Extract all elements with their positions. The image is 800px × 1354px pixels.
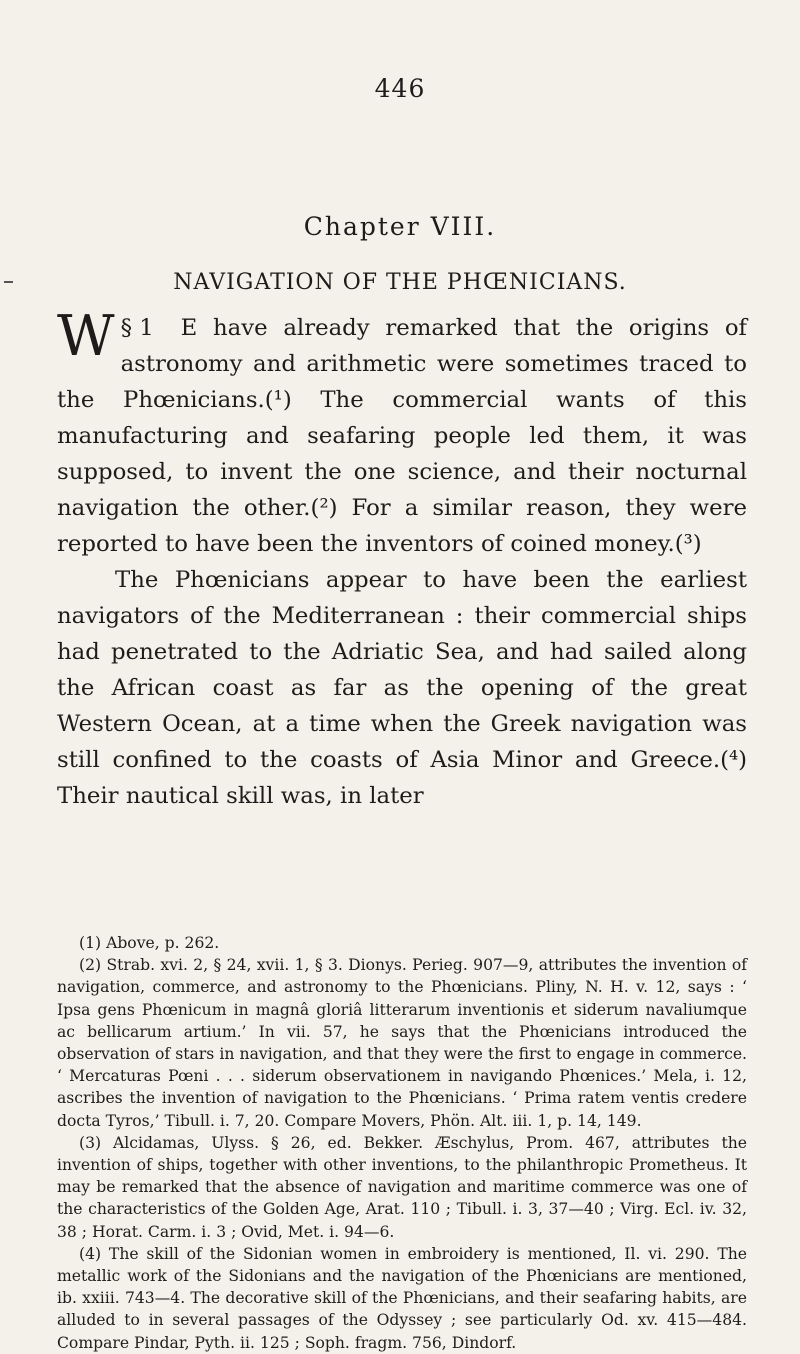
footnotes [57, 932, 747, 1354]
chapter-title: NAVIGATION OF THE PHŒNICIANS. [173, 270, 627, 295]
paragraph-2: The Phœnicians appear to have been the earliest navigators of the Mediterranean : their commercial ships had penetrated to the Adriatic Sea, and had sailed along the African coast as far as the opening of the great Western Ocean, at a time when the Greek navigation was still confined to the coasts of Asia Minor and Greece.(⁴) Their nautical skill was, in later [57, 567, 747, 809]
footnote-2 [57, 954, 747, 1132]
footnote-text: Alcidamas, Ulyss. § 26, ed. Bekker. Æschylus, Prom. 467, attributes the invention of ships, together with other inventions, to the philanthropic Prometheus. It may be remarked that the absence of navigation and maritime commerce was one of the characteristics of the Golden Age, Arat. 110 ; Tibull. i. 3, 37—40 ; Virg. Ecl. iv. 32, 38 ; Horat. Carm. i. 3 ; Ovid, Met. i. 94—6. [57, 1133, 747, 1241]
page-number: 446 [374, 74, 426, 103]
footnote-text: Above, p. 262. [106, 934, 220, 952]
footnote-label: (3) [79, 1133, 102, 1152]
footnote-1 [57, 932, 747, 954]
paragraph-1-text: E have already remarked that the origins of astronomy and arithmetic were sometimes traced to the Phœnicians.(¹) The commercial wants of this manufacturing and seafaring people led them, it was supposed, to invent the one science, and their nocturnal navigation the other.(²) For a similar reason, they were reported to have been the inventors of coined money.(³) [57, 315, 747, 557]
footnote-label: (1) [79, 934, 102, 952]
section-mark: § 1 [120, 315, 154, 341]
body-text [57, 304, 747, 814]
footnote-label: (2) [79, 956, 102, 975]
drop-cap: W [57, 304, 115, 369]
footnote-4 [57, 1243, 747, 1354]
chapter-heading: Chapter VIII. [303, 212, 497, 241]
footnote-3 [57, 1132, 747, 1243]
paragraph-1 [57, 304, 747, 562]
footnote-text: Strab. xvi. 2, § 24, xvii. 1, § 3. Dionys. Perieg. 907—9, attributes the invention of navigation, commerce, and astronomy to the Phœnicians. Pliny, N. H. v. 12, says : ‘ Ipsa gens Phœnicum in magnâ gloriâ litterarum inventionis et siderum navaliumque ac bellicarum artium.’ In vii. 57, he says that the Phœnicians introduced the observation of stars in navigation, and that they were the first to engage in commerce. ‘ Mercaturas Pœni . . . siderum observationem in navigando Phœnices.’ Mela, i. 12, ascribes the invention of navigation to the Phœnicians. ‘ Prima ratem ventis credere docta Tyros,’ Tibull. i. 7, 20. Compare Movers, Phön. Alt. iii. 1, p. 14, 149. [57, 956, 747, 1130]
footnote-text: The skill of the Sidonian women in embroidery is mentioned, Il. vi. 290. The metallic work of the Sidonians and the navigation of the Phœnicians are mentioned, ib. xxiii. 743—4. The decorative skill of the Phœnicians, and their seafaring habits, are alluded to in several passages of the Odyssey ; see particularly Od. xv. 415—484. Compare Pindar, Pyth. ii. 125 ; Soph. fragm. 756, Dindorf. [57, 1244, 747, 1352]
footnote-label: (4) [79, 1244, 102, 1263]
